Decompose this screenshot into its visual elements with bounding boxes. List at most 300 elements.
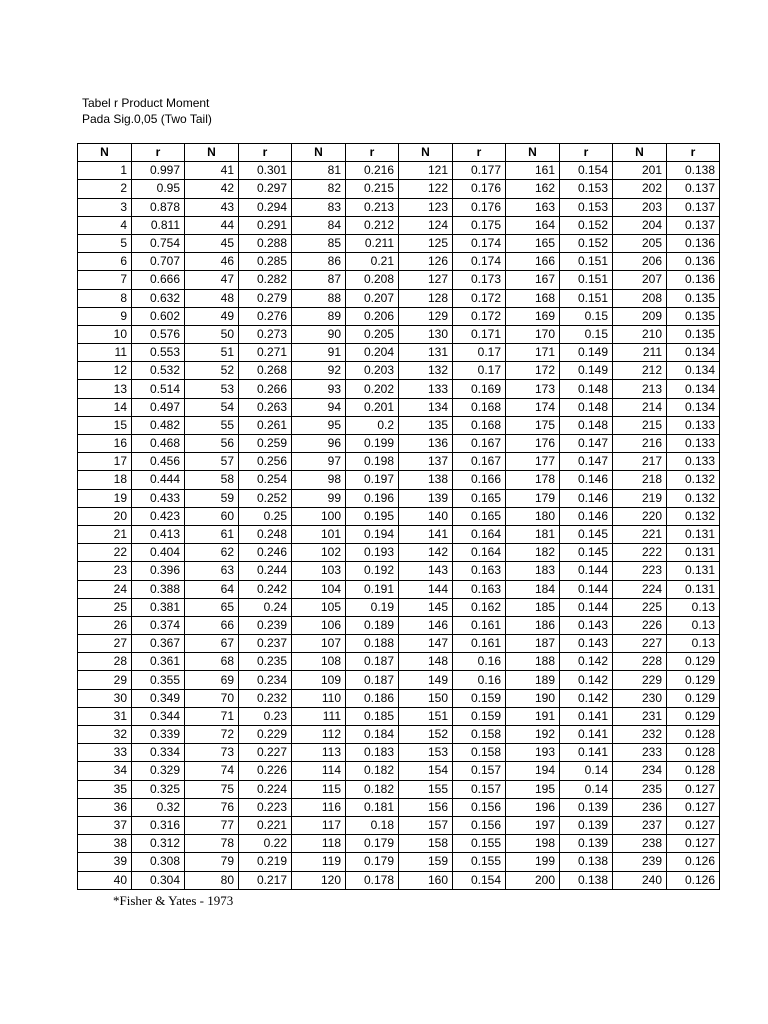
r-cell: 0.166 (453, 471, 506, 489)
n-cell: 190 (506, 689, 560, 707)
r-cell: 0.162 (453, 598, 506, 616)
r-cell: 0.141 (560, 707, 613, 725)
r-cell: 0.132 (667, 507, 720, 525)
r-cell: 0.138 (667, 162, 720, 180)
n-cell: 112 (292, 726, 346, 744)
r-cell: 0.13 (667, 635, 720, 653)
n-cell: 213 (613, 380, 667, 398)
r-cell: 0.134 (667, 398, 720, 416)
table-row (78, 835, 720, 853)
r-cell: 0.165 (453, 507, 506, 525)
r-cell: 0.146 (560, 471, 613, 489)
table-row (78, 653, 720, 671)
n-cell: 229 (613, 671, 667, 689)
n-cell: 220 (613, 507, 667, 525)
header-n: N (613, 144, 667, 162)
table-row (78, 616, 720, 634)
r-cell: 0.201 (346, 398, 399, 416)
r-cell: 0.242 (239, 580, 292, 598)
n-cell: 198 (506, 835, 560, 853)
r-cell: 0.237 (239, 635, 292, 653)
r-cell: 0.145 (560, 544, 613, 562)
table-row (78, 435, 720, 453)
r-cell: 0.157 (453, 780, 506, 798)
r-cell: 0.148 (560, 380, 613, 398)
r-cell: 0.215 (346, 180, 399, 198)
r-cell: 0.133 (667, 416, 720, 434)
r-cell: 0.136 (667, 271, 720, 289)
n-cell: 26 (78, 616, 132, 634)
n-cell: 164 (506, 216, 560, 234)
table-row (78, 780, 720, 798)
r-cell: 0.413 (132, 525, 185, 543)
table-row (78, 271, 720, 289)
r-cell: 0.19 (346, 598, 399, 616)
n-cell: 225 (613, 598, 667, 616)
n-cell: 57 (185, 453, 239, 471)
header-r: r (346, 144, 399, 162)
r-cell: 0.388 (132, 580, 185, 598)
r-cell: 0.221 (239, 816, 292, 834)
n-cell: 181 (506, 525, 560, 543)
n-cell: 173 (506, 380, 560, 398)
r-cell: 0.211 (346, 234, 399, 252)
n-cell: 103 (292, 562, 346, 580)
r-cell: 0.175 (453, 216, 506, 234)
r-cell: 0.194 (346, 525, 399, 543)
r-cell: 0.291 (239, 216, 292, 234)
r-cell: 0.131 (667, 562, 720, 580)
n-cell: 157 (399, 816, 453, 834)
r-cell: 0.349 (132, 689, 185, 707)
n-cell: 25 (78, 598, 132, 616)
n-cell: 19 (78, 489, 132, 507)
r-cell: 0.167 (453, 435, 506, 453)
r-cell: 0.239 (239, 616, 292, 634)
n-cell: 168 (506, 289, 560, 307)
n-cell: 227 (613, 635, 667, 653)
n-cell: 189 (506, 671, 560, 689)
r-cell: 0.142 (560, 653, 613, 671)
r-cell: 0.374 (132, 616, 185, 634)
r-cell: 0.171 (453, 325, 506, 343)
r-cell: 0.137 (667, 198, 720, 216)
r-cell: 0.128 (667, 762, 720, 780)
r-cell: 0.207 (346, 289, 399, 307)
n-cell: 151 (399, 707, 453, 725)
n-cell: 12 (78, 362, 132, 380)
r-cell: 0.153 (560, 198, 613, 216)
r-cell: 0.301 (239, 162, 292, 180)
table-row (78, 234, 720, 252)
n-cell: 183 (506, 562, 560, 580)
table-header-row (78, 144, 720, 162)
n-cell: 131 (399, 344, 453, 362)
r-cell: 0.344 (132, 707, 185, 725)
r-cell: 0.325 (132, 780, 185, 798)
r-cell: 0.219 (239, 853, 292, 871)
n-cell: 99 (292, 489, 346, 507)
n-cell: 35 (78, 780, 132, 798)
table-row (78, 453, 720, 471)
n-cell: 193 (506, 744, 560, 762)
r-cell: 0.532 (132, 362, 185, 380)
n-cell: 111 (292, 707, 346, 725)
r-cell: 0.161 (453, 635, 506, 653)
header-r: r (667, 144, 720, 162)
n-cell: 200 (506, 871, 560, 889)
n-cell: 56 (185, 435, 239, 453)
r-cell: 0.132 (667, 471, 720, 489)
r-cell: 0.183 (346, 744, 399, 762)
r-cell: 0.456 (132, 453, 185, 471)
n-cell: 204 (613, 216, 667, 234)
n-cell: 32 (78, 726, 132, 744)
n-cell: 169 (506, 307, 560, 325)
n-cell: 14 (78, 398, 132, 416)
n-cell: 113 (292, 744, 346, 762)
r-cell: 0.235 (239, 653, 292, 671)
n-cell: 67 (185, 635, 239, 653)
n-cell: 234 (613, 762, 667, 780)
n-cell: 69 (185, 671, 239, 689)
n-cell: 228 (613, 653, 667, 671)
r-cell: 0.196 (346, 489, 399, 507)
r-cell: 0.151 (560, 289, 613, 307)
n-cell: 129 (399, 307, 453, 325)
r-cell: 0.199 (346, 435, 399, 453)
r-cell: 0.213 (346, 198, 399, 216)
r-cell: 0.129 (667, 707, 720, 725)
r-cell: 0.139 (560, 798, 613, 816)
title-line-1: Tabel r Product Moment (82, 96, 210, 110)
n-cell: 177 (506, 453, 560, 471)
r-cell: 0.263 (239, 398, 292, 416)
n-cell: 206 (613, 253, 667, 271)
r-cell: 0.17 (453, 362, 506, 380)
n-cell: 135 (399, 416, 453, 434)
r-cell: 0.268 (239, 362, 292, 380)
r-cell: 0.168 (453, 416, 506, 434)
r-cell: 0.497 (132, 398, 185, 416)
r-cell: 0.279 (239, 289, 292, 307)
n-cell: 210 (613, 325, 667, 343)
n-cell: 49 (185, 307, 239, 325)
n-cell: 10 (78, 325, 132, 343)
n-cell: 226 (613, 616, 667, 634)
n-cell: 46 (185, 253, 239, 271)
r-cell: 0.174 (453, 253, 506, 271)
r-cell: 0.152 (560, 216, 613, 234)
n-cell: 233 (613, 744, 667, 762)
n-cell: 171 (506, 344, 560, 362)
r-cell: 0.297 (239, 180, 292, 198)
n-cell: 149 (399, 671, 453, 689)
n-cell: 37 (78, 816, 132, 834)
document-title (82, 95, 212, 127)
n-cell: 239 (613, 853, 667, 871)
r-cell: 0.15 (560, 325, 613, 343)
r-cell: 0.126 (667, 853, 720, 871)
table-row (78, 598, 720, 616)
r-cell: 0.23 (239, 707, 292, 725)
r-cell: 0.217 (239, 871, 292, 889)
n-cell: 114 (292, 762, 346, 780)
r-cell: 0.137 (667, 216, 720, 234)
r-cell: 0.141 (560, 726, 613, 744)
n-cell: 147 (399, 635, 453, 653)
n-cell: 174 (506, 398, 560, 416)
table-row (78, 762, 720, 780)
n-cell: 155 (399, 780, 453, 798)
r-cell: 0.227 (239, 744, 292, 762)
n-cell: 52 (185, 362, 239, 380)
n-cell: 231 (613, 707, 667, 725)
n-cell: 105 (292, 598, 346, 616)
n-cell: 136 (399, 435, 453, 453)
n-cell: 93 (292, 380, 346, 398)
r-cell: 0.32 (132, 798, 185, 816)
n-cell: 27 (78, 635, 132, 653)
r-cell: 0.144 (560, 562, 613, 580)
r-cell: 0.134 (667, 344, 720, 362)
table-row (78, 635, 720, 653)
r-cell: 0.131 (667, 525, 720, 543)
n-cell: 8 (78, 289, 132, 307)
n-cell: 148 (399, 653, 453, 671)
n-cell: 211 (613, 344, 667, 362)
n-cell: 86 (292, 253, 346, 271)
n-cell: 60 (185, 507, 239, 525)
n-cell: 186 (506, 616, 560, 634)
n-cell: 143 (399, 562, 453, 580)
n-cell: 73 (185, 744, 239, 762)
n-cell: 145 (399, 598, 453, 616)
n-cell: 161 (506, 162, 560, 180)
n-cell: 199 (506, 853, 560, 871)
table-row (78, 544, 720, 562)
n-cell: 137 (399, 453, 453, 471)
table-row (78, 380, 720, 398)
r-cell: 0.205 (346, 325, 399, 343)
r-cell: 0.329 (132, 762, 185, 780)
n-cell: 224 (613, 580, 667, 598)
n-cell: 89 (292, 307, 346, 325)
r-cell: 0.256 (239, 453, 292, 471)
r-cell: 0.271 (239, 344, 292, 362)
n-cell: 142 (399, 544, 453, 562)
r-cell: 0.316 (132, 816, 185, 834)
n-cell: 17 (78, 453, 132, 471)
r-cell: 0.176 (453, 180, 506, 198)
r-cell: 0.423 (132, 507, 185, 525)
r-cell: 0.139 (560, 835, 613, 853)
table-row (78, 198, 720, 216)
n-cell: 235 (613, 780, 667, 798)
r-cell: 0.195 (346, 507, 399, 525)
r-cell: 0.156 (453, 816, 506, 834)
n-cell: 9 (78, 307, 132, 325)
r-cell: 0.163 (453, 580, 506, 598)
r-cell: 0.169 (453, 380, 506, 398)
r-cell: 0.154 (560, 162, 613, 180)
n-cell: 110 (292, 689, 346, 707)
r-cell: 0.164 (453, 544, 506, 562)
n-cell: 134 (399, 398, 453, 416)
n-cell: 178 (506, 471, 560, 489)
n-cell: 240 (613, 871, 667, 889)
r-cell: 0.142 (560, 689, 613, 707)
r-cell: 0.202 (346, 380, 399, 398)
table-row (78, 853, 720, 871)
n-cell: 33 (78, 744, 132, 762)
source-note: *Fisher & Yates - 1973 (113, 893, 234, 908)
r-cell: 0.444 (132, 471, 185, 489)
n-cell: 195 (506, 780, 560, 798)
n-cell: 38 (78, 835, 132, 853)
r-cell: 0.404 (132, 544, 185, 562)
n-cell: 238 (613, 835, 667, 853)
header-n: N (506, 144, 560, 162)
r-cell: 0.553 (132, 344, 185, 362)
n-cell: 85 (292, 234, 346, 252)
r-cell: 0.172 (453, 307, 506, 325)
r-cell: 0.128 (667, 726, 720, 744)
n-cell: 47 (185, 271, 239, 289)
r-cell: 0.707 (132, 253, 185, 271)
r-cell: 0.204 (346, 344, 399, 362)
n-cell: 42 (185, 180, 239, 198)
r-cell: 0.193 (346, 544, 399, 562)
n-cell: 3 (78, 198, 132, 216)
n-cell: 64 (185, 580, 239, 598)
r-cell: 0.129 (667, 689, 720, 707)
r-cell: 0.25 (239, 507, 292, 525)
r-cell: 0.22 (239, 835, 292, 853)
n-cell: 72 (185, 726, 239, 744)
r-cell: 0.178 (346, 871, 399, 889)
n-cell: 18 (78, 471, 132, 489)
n-cell: 107 (292, 635, 346, 653)
n-cell: 22 (78, 544, 132, 562)
n-cell: 53 (185, 380, 239, 398)
table-row (78, 162, 720, 180)
n-cell: 221 (613, 525, 667, 543)
r-cell: 0.184 (346, 726, 399, 744)
n-cell: 170 (506, 325, 560, 343)
r-cell: 0.148 (560, 398, 613, 416)
table-body (78, 162, 720, 890)
n-cell: 197 (506, 816, 560, 834)
r-cell: 0.136 (667, 234, 720, 252)
n-cell: 16 (78, 435, 132, 453)
r-cell: 0.192 (346, 562, 399, 580)
n-cell: 185 (506, 598, 560, 616)
r-cell: 0.141 (560, 744, 613, 762)
n-cell: 65 (185, 598, 239, 616)
n-cell: 28 (78, 653, 132, 671)
n-cell: 222 (613, 544, 667, 562)
r-cell: 0.133 (667, 453, 720, 471)
n-cell: 40 (78, 871, 132, 889)
n-cell: 1 (78, 162, 132, 180)
r-cell: 0.138 (560, 853, 613, 871)
n-cell: 120 (292, 871, 346, 889)
r-cell: 0.151 (560, 253, 613, 271)
r-cell: 0.153 (560, 180, 613, 198)
table-row (78, 744, 720, 762)
r-cell: 0.146 (560, 489, 613, 507)
r-cell: 0.131 (667, 544, 720, 562)
n-cell: 62 (185, 544, 239, 562)
r-cell: 0.179 (346, 835, 399, 853)
r-cell: 0.177 (453, 162, 506, 180)
n-cell: 75 (185, 780, 239, 798)
n-cell: 128 (399, 289, 453, 307)
n-cell: 166 (506, 253, 560, 271)
r-cell: 0.234 (239, 671, 292, 689)
r-cell: 0.144 (560, 598, 613, 616)
r-cell: 0.135 (667, 307, 720, 325)
n-cell: 218 (613, 471, 667, 489)
header-r: r (560, 144, 613, 162)
r-cell: 0.285 (239, 253, 292, 271)
n-cell: 182 (506, 544, 560, 562)
n-cell: 92 (292, 362, 346, 380)
r-cell: 0.811 (132, 216, 185, 234)
r-cell: 0.137 (667, 180, 720, 198)
n-cell: 132 (399, 362, 453, 380)
r-cell: 0.381 (132, 598, 185, 616)
table-row (78, 216, 720, 234)
r-cell: 0.139 (560, 816, 613, 834)
r-cell: 0.132 (667, 489, 720, 507)
r-cell: 0.155 (453, 835, 506, 853)
n-cell: 91 (292, 344, 346, 362)
r-cell: 0.632 (132, 289, 185, 307)
r-cell: 0.482 (132, 416, 185, 434)
n-cell: 54 (185, 398, 239, 416)
r-cell: 0.997 (132, 162, 185, 180)
r-cell: 0.189 (346, 616, 399, 634)
n-cell: 133 (399, 380, 453, 398)
n-cell: 50 (185, 325, 239, 343)
r-cell: 0.129 (667, 653, 720, 671)
n-cell: 90 (292, 325, 346, 343)
n-cell: 219 (613, 489, 667, 507)
r-cell: 0.367 (132, 635, 185, 653)
n-cell: 29 (78, 671, 132, 689)
table-row (78, 507, 720, 525)
n-cell: 94 (292, 398, 346, 416)
r-cell: 0.95 (132, 180, 185, 198)
header-n: N (185, 144, 239, 162)
n-cell: 61 (185, 525, 239, 543)
n-cell: 58 (185, 471, 239, 489)
n-cell: 5 (78, 234, 132, 252)
r-cell: 0.135 (667, 325, 720, 343)
r-cell: 0.334 (132, 744, 185, 762)
n-cell: 95 (292, 416, 346, 434)
r-cell: 0.136 (667, 253, 720, 271)
r-cell: 0.158 (453, 744, 506, 762)
n-cell: 122 (399, 180, 453, 198)
n-cell: 116 (292, 798, 346, 816)
table-row (78, 671, 720, 689)
r-cell: 0.187 (346, 653, 399, 671)
n-cell: 39 (78, 853, 132, 871)
table-row (78, 689, 720, 707)
